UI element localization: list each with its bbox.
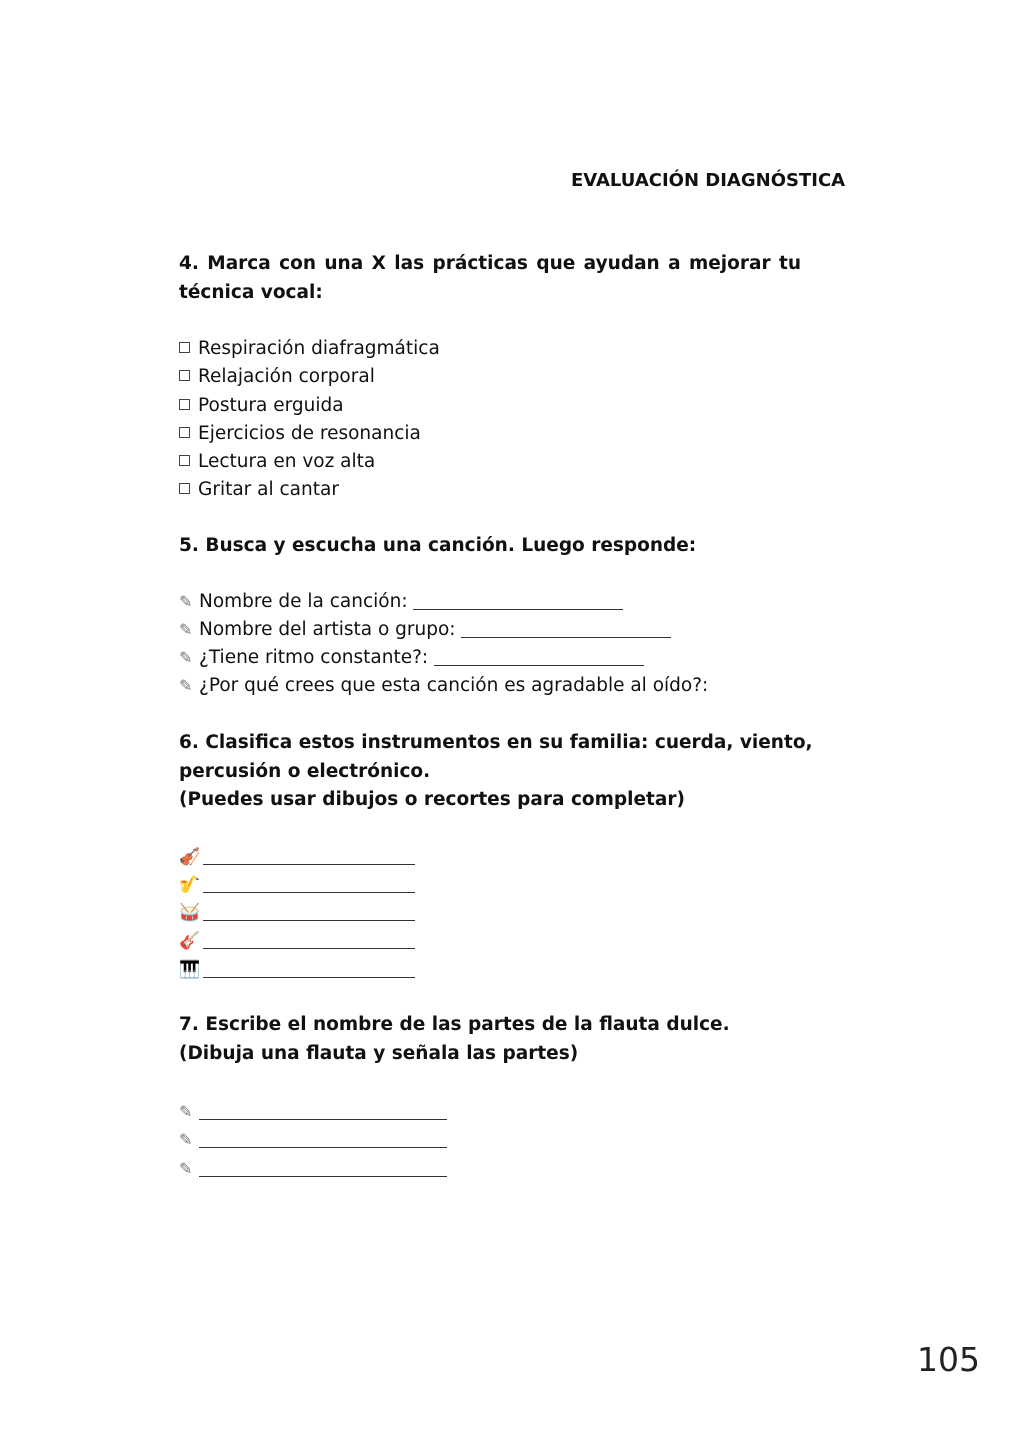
answer-line: [179, 616, 708, 644]
drum-icon: 🥁: [179, 903, 201, 924]
answer-blank[interactable]: [203, 930, 415, 949]
answer-blank[interactable]: [199, 1101, 447, 1120]
option-label: Ejercicios de resonancia: [198, 422, 421, 444]
question-6-title-line1: 6. Clasifica estos instrumentos en su familia: cuerda, viento,: [179, 732, 813, 753]
checkbox-icon[interactable]: [179, 427, 190, 438]
question-6-subtitle: (Puedes usar dibujos o recortes para completar): [179, 789, 685, 810]
checkbox-icon[interactable]: [179, 342, 190, 353]
checkbox-option[interactable]: [179, 392, 801, 420]
pencil-icon: ✎: [179, 1158, 193, 1178]
pencil-icon: ✎: [179, 676, 193, 696]
answer-blank[interactable]: [413, 591, 623, 610]
pencil-icon: ✎: [179, 1130, 193, 1150]
question-5-title: 5. Busca y escucha una canción. Luego responde:: [179, 535, 697, 556]
answer-line: [179, 1155, 730, 1183]
page-header-title: EVALUACIÓN DIAGNÓSTICA: [571, 170, 846, 191]
question-5: [179, 532, 708, 701]
instrument-row: [179, 871, 813, 899]
violin-icon: 🎻: [179, 846, 201, 867]
pencil-icon: ✎: [179, 619, 193, 639]
answer-blank[interactable]: [461, 619, 671, 638]
question-4-options: [179, 335, 801, 505]
answer-line: [179, 672, 708, 700]
question-6-title-line2: percusión o electrónico.: [179, 760, 431, 782]
checkbox-icon[interactable]: [179, 483, 190, 494]
option-label: Gritar al cantar: [198, 479, 339, 501]
option-label: Relajación corporal: [198, 366, 375, 388]
option-label: Respiración diafragmática: [198, 338, 440, 359]
answer-blank[interactable]: [203, 846, 415, 865]
prompt-label: ¿Por qué crees que esta canción es agradable al oído?:: [199, 675, 709, 697]
checkbox-option[interactable]: [179, 448, 801, 476]
saxophone-icon: 🎷: [179, 874, 201, 895]
answer-blank[interactable]: [199, 1129, 447, 1148]
prompt-label: ¿Tiene ritmo constante?:: [199, 647, 429, 669]
answer-blank[interactable]: [203, 959, 415, 978]
checkbox-icon[interactable]: [179, 455, 190, 466]
question-7-title-line1: 7. Escribe el nombre de las partes de la flauta dulce.: [179, 1014, 730, 1035]
pencil-icon: ✎: [179, 648, 193, 668]
instrument-row: [179, 899, 813, 927]
checkbox-icon[interactable]: [179, 370, 190, 381]
instrument-row: [179, 927, 813, 955]
pencil-icon: ✎: [179, 1102, 193, 1121]
question-7-subtitle: (Dibuja una flauta y señala las partes): [179, 1042, 579, 1064]
answer-blank[interactable]: [199, 1158, 447, 1177]
answer-line: [179, 588, 708, 616]
answer-line: [179, 1126, 730, 1154]
option-label: Lectura en voz alta: [198, 451, 376, 473]
checkbox-icon[interactable]: [179, 399, 190, 410]
question-6: [179, 729, 813, 984]
option-label: Postura erguida: [198, 394, 344, 416]
piano-keys-icon: 🎹: [179, 959, 201, 980]
pencil-icon: ✎: [179, 591, 193, 611]
page-number: 105: [917, 1340, 980, 1379]
instrument-row: [179, 956, 813, 984]
checkbox-option[interactable]: [179, 363, 801, 391]
answer-blank[interactable]: [203, 902, 415, 921]
answer-line: [179, 1098, 730, 1126]
question-7: [179, 1011, 730, 1183]
checkbox-option[interactable]: [179, 420, 801, 448]
prompt-label: Nombre de la canción:: [199, 590, 408, 612]
answer-blank[interactable]: [203, 874, 415, 893]
checkbox-option[interactable]: [179, 476, 801, 504]
question-4: [179, 250, 801, 505]
prompt-label: Nombre del artista o grupo:: [199, 618, 456, 640]
question-4-title: 4. Marca con una X las prácticas que ayudan a mejorar tu técnica vocal:: [179, 253, 801, 303]
checkbox-option[interactable]: [179, 335, 801, 363]
instrument-row: [179, 843, 813, 871]
answer-line: [179, 644, 708, 672]
answer-blank[interactable]: [434, 647, 644, 666]
guitar-icon: 🎸: [179, 931, 201, 952]
